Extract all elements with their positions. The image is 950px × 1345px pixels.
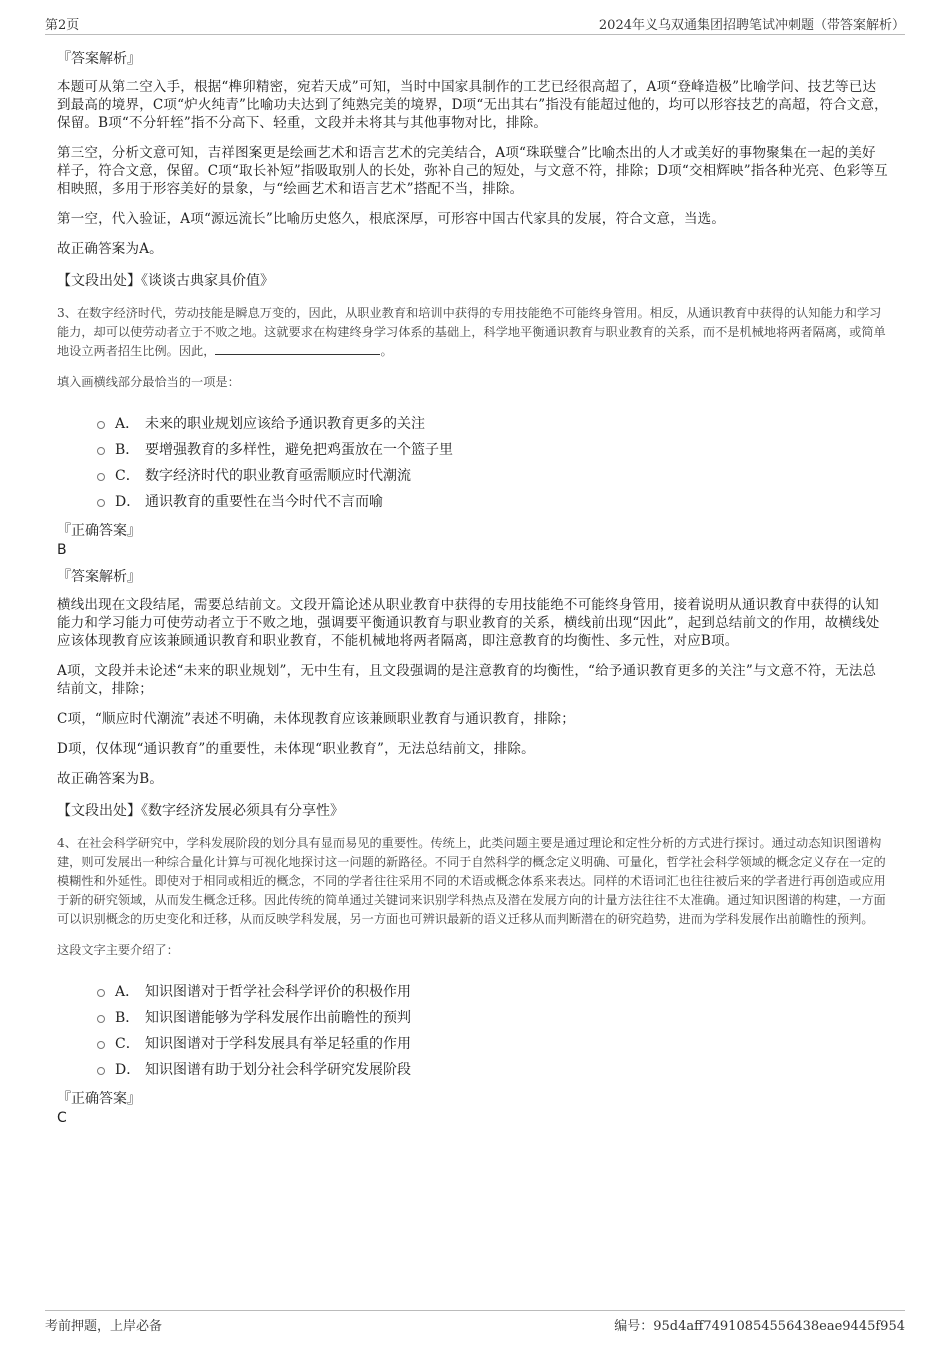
page-number: 第2页: [45, 18, 80, 33]
document-code: 编号：95d4aff74910854556438eae9445f954: [614, 1319, 905, 1334]
document-body: [57, 44, 888, 1134]
radio-icon[interactable]: [97, 1015, 105, 1023]
question-body: 3、在数字经济时代，劳动技能是瞬息万变的，因此，从职业教育和培训中获得的专用技能绝不可能终身管用。相反，从通识教育中获得的认知能力和学习能力，却可以使劳动者立于不败之地。这就要求在构建终身学习体系的基础上，科学地平衡通识教育与职业教育的关系，而不是机械地将两者隔离，或简单地设立两者招生比例。因此，: [57, 306, 886, 358]
option-a[interactable]: [97, 410, 888, 436]
option-letter: D．: [115, 1062, 141, 1078]
radio-icon[interactable]: [97, 499, 105, 507]
option-text: 通识教育的重要性在当今时代不言而喻: [145, 494, 383, 510]
radio-icon[interactable]: [97, 421, 105, 429]
fill-blank-line: [215, 342, 380, 355]
option-text: 知识图谱有助于划分社会科学研究发展阶段: [145, 1062, 411, 1078]
analysis-paragraph: 故正确答案为B。: [57, 771, 164, 787]
analysis-paragraph: D项，仅体现“通识教育”的重要性，未体现“职业教育”，无法总结前文，排除。: [57, 741, 535, 757]
option-letter: B．: [115, 1010, 140, 1026]
option-b[interactable]: [97, 436, 888, 462]
question-prompt: 这段文字主要介绍了：: [57, 943, 179, 957]
option-text: 要增强教育的多样性，避免把鸡蛋放在一个篮子里: [145, 442, 453, 458]
option-list: [97, 978, 888, 1082]
option-text: 知识图谱对于哲学社会科学评价的积极作用: [145, 984, 411, 1000]
radio-icon[interactable]: [97, 989, 105, 997]
option-c[interactable]: [97, 462, 888, 488]
option-text: 未来的职业规划应该给予通识教育更多的关注: [145, 416, 425, 432]
option-c[interactable]: [97, 1030, 888, 1056]
question-prompt: 填入画横线部分最恰当的一项是：: [57, 375, 240, 389]
option-letter: B．: [115, 442, 140, 458]
option-text: 知识图谱能够为学科发展作出前瞻性的预判: [145, 1010, 411, 1026]
option-d[interactable]: [97, 1056, 888, 1082]
option-b[interactable]: [97, 1004, 888, 1030]
question-text: [57, 304, 888, 361]
source-citation: 【文段出处】《数字经济发展必须具有分享性》: [57, 803, 344, 819]
option-letter: A．: [115, 416, 140, 432]
analysis-paragraph: 故正确答案为A。: [57, 241, 163, 257]
radio-icon[interactable]: [97, 1041, 105, 1049]
option-text: 知识图谱对于学科发展具有举足轻重的作用: [145, 1036, 411, 1052]
source-citation: 【文段出处】《谈谈古典家具价值》: [57, 273, 274, 289]
option-d[interactable]: [97, 488, 888, 514]
radio-icon[interactable]: [97, 447, 105, 455]
radio-icon[interactable]: [97, 473, 105, 481]
page-footer: [45, 1310, 905, 1334]
option-letter: C．: [115, 1036, 140, 1052]
analysis-heading: 『答案解析』: [57, 51, 141, 67]
analysis-paragraph: 横线出现在文段结尾，需要总结前文。文段开篇论述从职业教育中获得的专用技能绝不可能终身管用，接着说明从通识教育中获得的认知能力和学习能力可使劳动者立于不败之地，强调要平衡通识教育与职业教育的关系，横线前出现“因此”，起到总结前文的作用，故横线处应该体现教育应该兼顾通识教育和职业教育，不能机械地将两者隔离，即注意教育的均衡性、多元性，对应B项。: [57, 597, 880, 649]
option-list: [97, 410, 888, 514]
radio-icon[interactable]: [97, 1067, 105, 1075]
analysis-paragraph: C项，“顺应时代潮流”表述不明确，未体现教育应该兼顾职业教育与通识教育，排除；: [57, 711, 575, 727]
analysis-heading: 『答案解析』: [57, 569, 141, 585]
document-title: 2024年义乌双通集团招聘笔试冲刺题（带答案解析）: [598, 18, 905, 33]
option-letter: D．: [115, 494, 141, 510]
analysis-paragraph: 第三空，分析文意可知，吉祥图案更是绘画艺术和语言艺术的完美结合，A项“珠联璧合”比喻杰出的人才或美好的事物聚集在一起的美好样子，符合文意，保留。C项“取长补短”指吸取别人的长处，弥补自己的短处，与文意不符，排除；D项“交相辉映”指各种光亮、色彩等互相映照，多用于形容美好的景象，与“绘画艺术和语言艺术”搭配不当，排除。: [57, 145, 888, 197]
question-end: 。: [380, 344, 393, 358]
answer-value: B: [57, 542, 67, 558]
option-text: 数字经济时代的职业教育亟需顺应时代潮流: [145, 468, 411, 484]
answer-heading: 『正确答案』: [57, 1091, 141, 1107]
analysis-paragraph: 第一空，代入验证，A项“源远流长”比喻历史悠久，根底深厚，可形容中国古代家具的发展，符合文意，当选。: [57, 211, 726, 227]
answer-value: C: [57, 1110, 67, 1126]
page-header: [45, 12, 905, 35]
footer-slogan: 考前押题，上岸必备: [45, 1319, 163, 1334]
answer-heading: 『正确答案』: [57, 523, 141, 539]
option-a[interactable]: [97, 978, 888, 1004]
option-letter: A．: [115, 984, 140, 1000]
analysis-paragraph: 本题可从第二空入手，根据“榫卯精密，宛若天成”可知，当时中国家具制作的工艺已经很高超了，A项“登峰造极”比喻学问、技艺等已达到最高的境界，C项“炉火纯青”比喻功夫达到了纯熟完美的境界，D项“无出其右”指没有能超过他的，均可以形容技艺的高超，符合文意，保留。B项“不分轩轾”指不分高下、轻重，文段并未将其与其他事物对比，排除。: [57, 79, 888, 131]
option-letter: C．: [115, 468, 140, 484]
question-text: 4、在社会科学研究中，学科发展阶段的划分具有显而易见的重要性。传统上，此类问题主要是通过理论和定性分析的方式进行探讨。通过动态知识图谱构建，则可发展出一种综合量化计算与可视化地探讨这一问题的新路径。不同于自然科学的概念定义明确、可量化，哲学社会科学领域的概念定义存在一定的模糊性和外延性。即使对于相同或相近的概念，不同的学者往往采用不同的术语或概念体系来表达。同样的术语词汇也往往被后来的学者进行再创造或应用于新的研究领域，从而发生概念迁移。因此传统的简单通过关键词来识别学科热点及潜在发展方向的计量方法往往不太准确。通过知识图谱的构建，一方面可以识别概念的历史变化和迁移，从而反映学科发展，另一方面也可辨识最新的语义迁移从而判断潜在的研究趋势，进而为学科发展作出前瞻性的预判。: [57, 836, 886, 926]
analysis-paragraph: A项，文段并未论述“未来的职业规划”，无中生有，且文段强调的是注意教育的均衡性，“给予通识教育更多的关注”与文意不符，无法总结前文，排除；: [57, 663, 877, 697]
